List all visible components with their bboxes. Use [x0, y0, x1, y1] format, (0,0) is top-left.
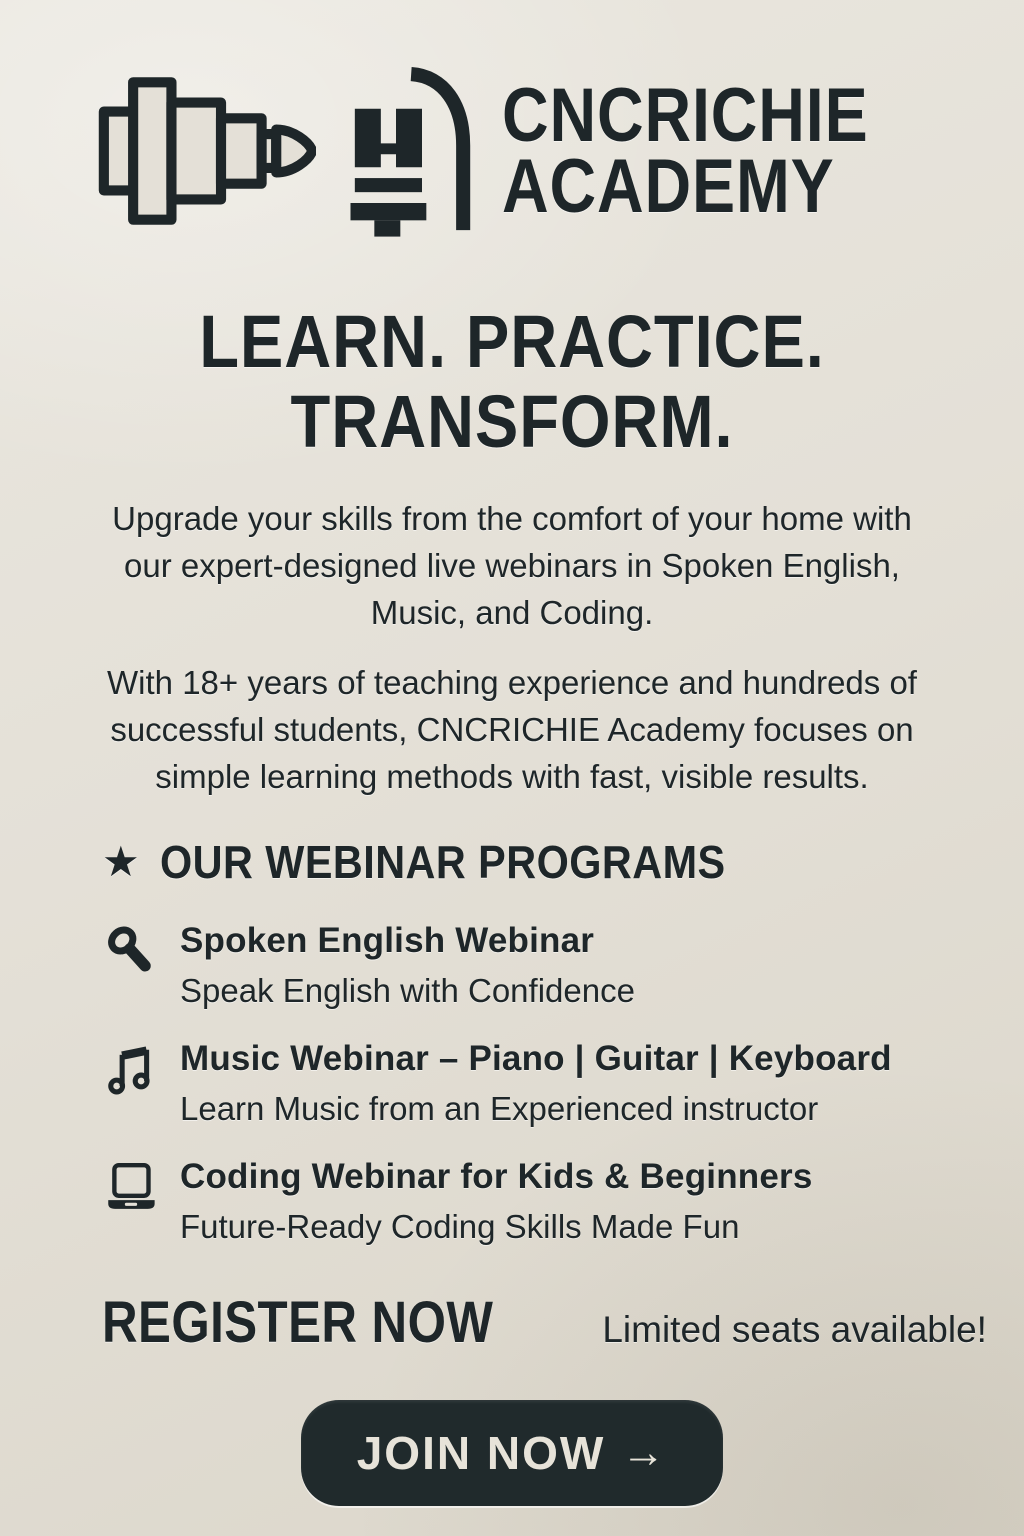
program-title: Music Webinar – Piano | Guitar | Keyboard: [180, 1038, 892, 1078]
star-icon: ★: [102, 837, 140, 885]
list-item: [102, 919, 944, 1011]
brand-name-line2: ACADEMY: [502, 144, 835, 229]
program-text: [180, 1155, 813, 1247]
cta-container: [80, 1400, 944, 1506]
microphone-icon: [102, 919, 160, 1011]
program-title: Coding Webinar for Kids & Beginners: [180, 1156, 813, 1196]
logo: [80, 56, 944, 246]
program-subtitle: Learn Music from an Experienced instructor: [180, 1089, 819, 1127]
list-item: [102, 1155, 944, 1247]
laptop-icon: [102, 1155, 160, 1247]
register-row: [80, 1289, 987, 1356]
program-subtitle: Speak English with Confidence: [180, 971, 635, 1009]
program-text: [180, 1037, 892, 1129]
list-item: [102, 1037, 944, 1129]
page-title: [80, 302, 944, 462]
intro-paragraph-2: With 18+ years of teaching experience and hundreds of successful students, CNCRICHIE Academy focuses on simple learning methods with fast, visible results.: [107, 664, 917, 796]
program-title: Spoken English Webinar: [180, 920, 595, 960]
intro-paragraph-1: Upgrade your skills from the comfort of your home with our expert-designed live webinars in Spoken English, Music, and Coding.: [112, 499, 912, 631]
programs-header: [102, 835, 944, 889]
headline-line1: LEARN. PRACTICE.: [199, 300, 825, 383]
brand-name-line1: CNCRICHIE: [502, 72, 869, 158]
brand-monogram-icon: [344, 65, 474, 237]
program-list: [102, 919, 944, 1247]
program-subtitle: Future-Ready Coding Skills Made Fun: [180, 1207, 740, 1245]
limited-seats-note: Limited seats available!: [602, 1308, 987, 1350]
webinar-programs-section: [80, 835, 944, 1247]
register-now-title: REGISTER NOW: [102, 1289, 494, 1355]
brand-name: [502, 72, 933, 229]
cnc-lathe-tool-icon: [90, 71, 316, 231]
programs-heading: OUR WEBINAR PROGRAMS: [159, 835, 726, 888]
join-now-button[interactable]: [301, 1400, 724, 1506]
headline-line2: TRANSFORM.: [290, 379, 734, 463]
right-arrow-icon: →: [621, 1427, 668, 1477]
music-note-icon: [102, 1037, 160, 1129]
program-text: [180, 919, 635, 1011]
join-now-label: JOIN NOW: [356, 1426, 606, 1479]
